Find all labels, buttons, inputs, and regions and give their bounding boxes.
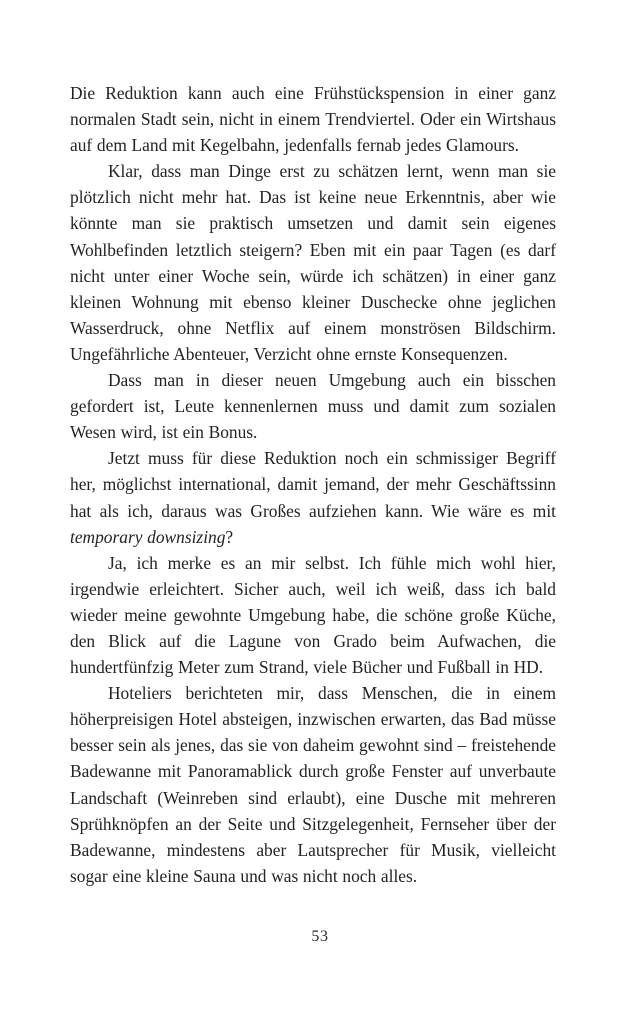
paragraph-4-text-after-italic: ? (225, 526, 234, 547)
page-number: 53 (311, 928, 329, 945)
paragraph-1: Die Reduktion kann auch eine Frühstückspension in einer ganz normalen Stadt sein, nicht in einem Trendviertel. Oder ein Wirtshaus auf dem Land mit Kegelbahn, jedenfalls fernab jedes Glamours. (70, 83, 556, 156)
paragraph-5: Ja, ich merke es an mir selbst. Ich fühle mich wohl hier, irgendwie erleichtert. Sicher auch, weil ich weiß, dass ich bald wieder meine gewohnte Umgebung habe, die schöne große Küche, den Blick auf die Lagune von Grado beim Aufwachen, die hundertfünfzig Meter zum Strand, viele Bücher und Fußball in HD. (70, 552, 556, 678)
paragraph-6: Hoteliers berichteten mir, dass Menschen, die in einem höherpreisigen Hotel absteigen, inzwischen erwarten, das Bad müsse besser sein als jenes, das sie von daheim gewohnt sind – freistehende Badewanne mit Panoramablick durch große Fenster auf unverbaute Landschaft (Weinreben sind erlaubt), eine Dusche mit mehreren Sprühknöpfen an der Seite und Sitzgelegenheit, Fernseher über der Badewanne, mindestens aber Lautsprecher für Musik, vielleicht sogar eine kleine Sauna und was nicht noch alles. (70, 683, 556, 886)
paragraph-4-text-before-italic: Jetzt muss für diese Reduktion noch ein schmissiger Begriff her, möglichst international, damit jemand, der mehr Geschäftssinn hat als ich, daraus was Großes aufziehen kann. Wie wäre es mit (70, 448, 556, 521)
italic-phrase-temporary-downsizing: temporary downsizing (70, 526, 226, 547)
paragraph-4 (70, 445, 556, 549)
page-text-block (70, 80, 556, 889)
paragraph-2: Klar, dass man Dinge erst zu schätzen lernt, wenn man sie plötzlich nicht mehr hat. Das ist keine neue Erkenntnis, aber wie könnte man sie praktisch umsetzen und damit sein eigenes Wohlbefinden letztlich steigern? Eben mit ein paar Tagen (es darf nicht unter einer Woche sein, würde ich schätzen) in einer ganz kleinen Wohnung mit ebenso kleiner Duschecke ohne jeglichen Wasserdruck, ohne Netflix auf einem monströsen Bildschirm. Ungefährliche Abenteuer, Verzicht ohne ernste Konsequenzen. (70, 161, 556, 364)
paragraph-3: Dass man in dieser neuen Umgebung auch ein bisschen gefordert ist, Leute kennenlernen muss und damit zum sozialen Wesen wird, ist ein Bonus. (70, 370, 556, 443)
